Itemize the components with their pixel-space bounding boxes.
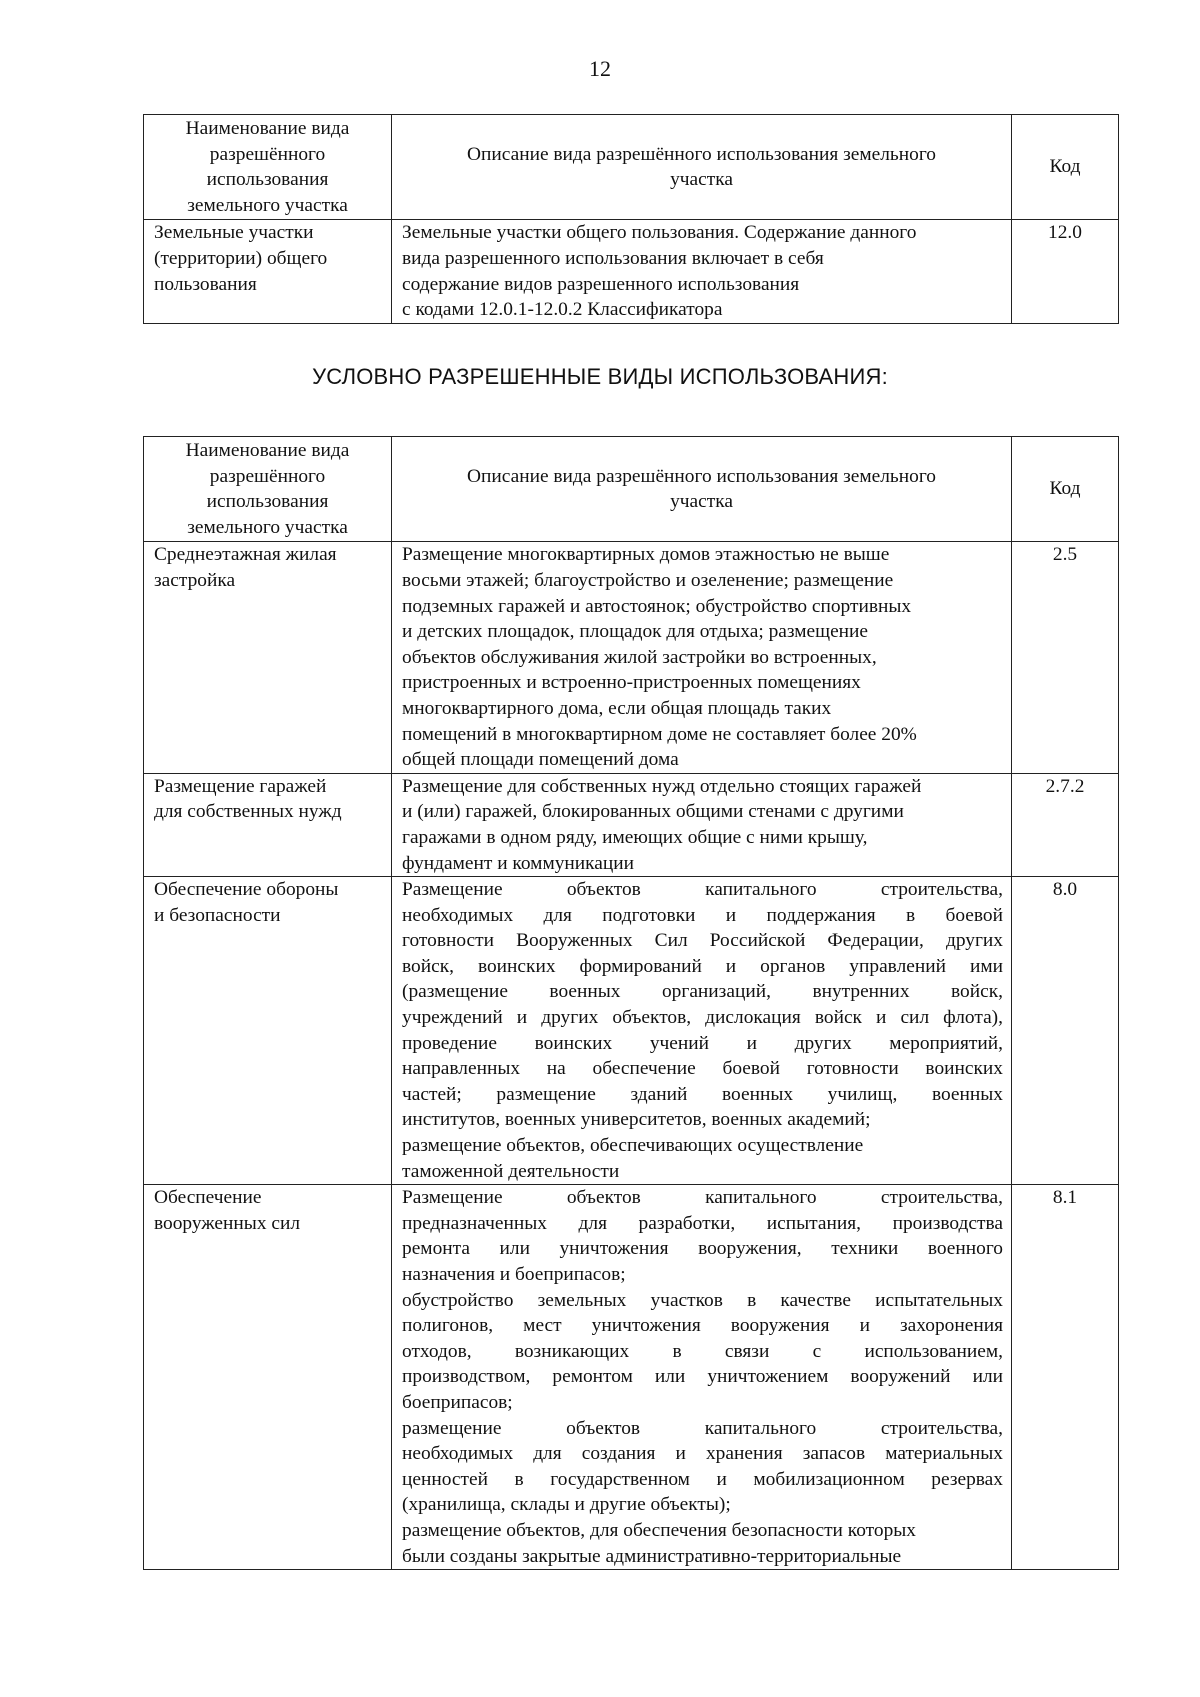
header-name (144, 437, 392, 542)
description-line: (хранилища, склады и другие объекты); (402, 1494, 731, 1516)
use-name (144, 877, 392, 1185)
description-line: боеприпасов; (402, 1391, 513, 1413)
description-line: подземных гаражей и автостоянок; обустройство спортивных (402, 595, 912, 617)
description-line: Размещение для собственных нужд отдельно стоящих гаражей (402, 775, 922, 797)
description-line: объектов обслуживания жилой застройки во встроенных, (402, 646, 877, 668)
header-name-line: Наименование вида (185, 118, 350, 139)
header-name-line: земельного участка (187, 516, 348, 538)
header-name-line: использования (206, 491, 329, 513)
header-description-line: Описание вида разрешённого использования земельного (466, 465, 937, 487)
description-line: помещений в многоквартирном доме не составляет более 20% (402, 723, 917, 745)
description-line: проведение воинских учений и других мероприятий, (402, 1032, 1003, 1054)
use-name (144, 220, 392, 323)
use-code: 12.0 (1012, 220, 1119, 323)
description-line: размещение объектов капитального строительства, (402, 1417, 1003, 1439)
page-number: 12 (589, 56, 611, 81)
description-line: и детских площадок, площадок для отдыха; размещение (402, 621, 869, 643)
header-description-line: участка (670, 491, 733, 513)
description-line: общей площади помещений дома (402, 749, 679, 771)
description-line: необходимых для создания и хранения запасов материальных (402, 1443, 1003, 1465)
header-name-line: использования (206, 169, 329, 191)
description-line: фундамент и коммуникации (402, 852, 635, 874)
header-description (392, 115, 1012, 220)
description-line: отходов, возникающих в связи с использованием, (402, 1340, 1003, 1362)
use-description (392, 220, 1012, 323)
use-name-line: Земельные участки (154, 222, 314, 244)
description-line: Размещение объектов капитального строительства, (402, 1187, 1003, 1209)
header-description (392, 437, 1012, 542)
table-row (144, 877, 1119, 1185)
use-description (392, 542, 1012, 773)
description-line: полигонов, мест уничтожения вооружения и захоронения (402, 1315, 1003, 1337)
use-name-line: и безопасности (154, 904, 281, 926)
permitted-use-table (143, 114, 1119, 324)
description-line: частей; размещение зданий военных училищ, военных (402, 1083, 1003, 1105)
description-line: институтов, военных университетов, военных академий; (402, 1109, 871, 1131)
use-description (392, 773, 1012, 876)
description-line: пристроенных и встроенно-пристроенных помещениях (402, 672, 861, 694)
use-code: 8.0 (1012, 877, 1119, 1185)
description-line: вида разрешенного использования включает в себя (402, 247, 824, 269)
description-line: были созданы закрытые административно-территориальные (402, 1545, 902, 1567)
use-name (144, 542, 392, 773)
use-name-line: пользования (154, 273, 257, 295)
header-name-line: разрешённого (209, 465, 326, 487)
use-name-line: Обеспечение (154, 1187, 262, 1209)
description-line: ремонта или уничтожения вооружения, техники военного (402, 1238, 1003, 1260)
use-code: 2.7.2 (1012, 773, 1119, 876)
use-name-line: Размещение гаражей (154, 775, 327, 797)
header-description-line: Описание вида разрешённого использования земельного (466, 143, 937, 165)
description-line: размещение объектов, для обеспечения безопасности которых (402, 1519, 916, 1541)
section-heading: УСЛОВНО РАЗРЕШЕННЫЕ ВИДЫ ИСПОЛЬЗОВАНИЯ: (312, 364, 888, 389)
table-header-row (144, 437, 1119, 542)
use-name-line: для собственных нужд (154, 801, 342, 823)
use-name (144, 773, 392, 876)
header-code: Код (1012, 437, 1119, 542)
description-line: содержание видов разрешенного использования (402, 273, 800, 295)
use-description (392, 877, 1012, 1185)
use-name-line: Среднеэтажная жилая (154, 544, 337, 566)
conditionally-permitted-use-table (143, 436, 1119, 1570)
description-line: необходимых для подготовки и поддержания в боевой (402, 904, 1003, 926)
description-line: предназначенных для разработки, испытания, производства (402, 1212, 1003, 1234)
description-line: размещение объектов, обеспечивающих осуществление (402, 1135, 864, 1157)
description-line: учреждений и других объектов, дислокация войск и сил флота), (402, 1007, 1003, 1029)
header-name (144, 115, 392, 220)
use-description (392, 1185, 1012, 1570)
use-code: 8.1 (1012, 1185, 1119, 1570)
table-row (144, 542, 1119, 773)
use-name-line: вооруженных сил (154, 1212, 301, 1234)
description-line: гаражами в одном ряду, имеющих общие с ними крышу, (402, 826, 868, 848)
table-row (144, 220, 1119, 323)
use-code: 2.5 (1012, 542, 1119, 773)
description-line: производством, ремонтом или уничтожением вооружений или (402, 1366, 1003, 1388)
table-row (144, 1185, 1119, 1570)
description-line: восьми этажей; благоустройство и озеленение; размещение (402, 569, 894, 591)
description-line: обустройство земельных участков в качестве испытательных (402, 1289, 1003, 1311)
table-row (144, 773, 1119, 876)
description-line: Размещение многоквартирных домов этажностью не выше (402, 544, 890, 566)
header-code: Код (1012, 115, 1119, 220)
description-line: Земельные участки общего пользования. Содержание данного (402, 222, 917, 244)
header-name-line: земельного участка (187, 194, 348, 216)
header-name-line: разрешённого (209, 143, 326, 165)
description-line: готовности Вооруженных Сил Российской Федерации, других (402, 930, 1003, 952)
use-name-line: (территории) общего (154, 247, 328, 269)
table-header-row (144, 115, 1119, 220)
description-line: с кодами 12.0.1-12.0.2 Классификатора (402, 299, 723, 321)
header-name-line: Наименование вида (185, 440, 350, 461)
description-line: многоквартирного дома, если общая площадь таких (402, 697, 832, 719)
use-name-line: Обеспечение обороны (154, 879, 339, 901)
description-line: войск, воинских формирований и органов управлений ими (402, 955, 1003, 977)
header-description-line: участка (670, 169, 733, 191)
description-line: и (или) гаражей, блокированных общими стенами с другими (402, 801, 904, 823)
use-name (144, 1185, 392, 1570)
description-line: направленных на обеспечение боевой готовности воинских (402, 1058, 1003, 1080)
description-line: таможенной деятельности (402, 1160, 620, 1182)
description-line: Размещение объектов капитального строительства, (402, 879, 1003, 901)
description-line: (размещение военных организаций, внутренних войск, (402, 981, 1003, 1003)
description-line: назначения и боеприпасов; (402, 1264, 626, 1285)
description-line: ценностей в государственном и мобилизационном резервах (402, 1468, 1003, 1490)
use-name-line: застройка (154, 569, 236, 591)
